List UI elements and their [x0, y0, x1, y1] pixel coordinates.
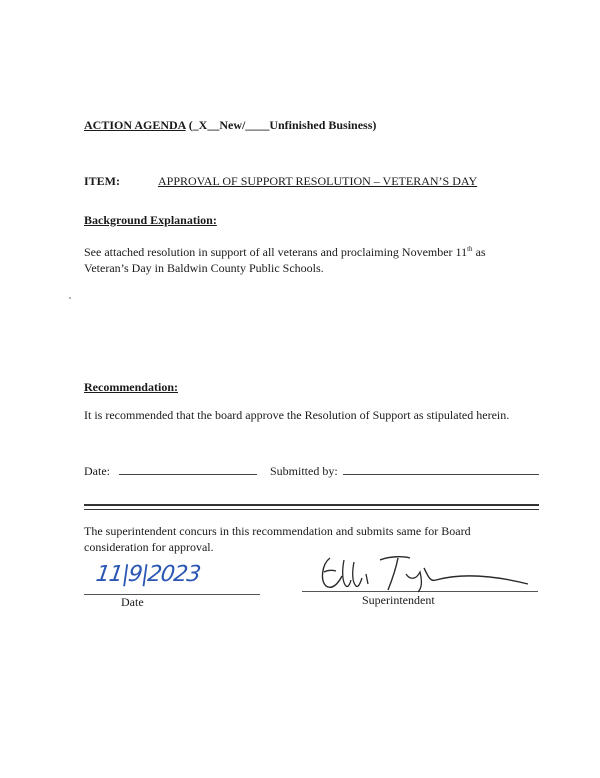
date-caption: Date [121, 595, 144, 609]
action-agenda-status: (_X__New/____Unfinished Business) [188, 118, 377, 132]
action-agenda-label: ACTION AGENDA [84, 118, 186, 132]
separator-rule-top [84, 504, 539, 506]
separator-rule-bottom [84, 509, 539, 510]
submission-line [84, 463, 539, 479]
date-signature-line [84, 594, 260, 595]
superintendent-signature [318, 550, 538, 595]
date-blank [119, 463, 257, 475]
date-label: Date: [84, 464, 110, 478]
background-text-sup: th [467, 245, 473, 253]
background-text-end: as Veteran’s Day in Baldwin County Public Schools. [84, 245, 486, 275]
concurrence-text: The superintendent concurs in this recommendation and submits same for Board consideration for approval. [84, 524, 471, 554]
recommendation-heading: Recommendation: [84, 380, 178, 394]
superintendent-caption: Superintendent [362, 593, 435, 607]
background-text [84, 241, 504, 276]
item-label: ITEM: [84, 174, 120, 188]
submitted-by-label: Submitted by: [270, 464, 338, 478]
scan-speck [69, 297, 71, 299]
background-heading: Background Explanation: [84, 213, 217, 227]
background-text-main: See attached resolution in support of all veterans and proclaiming November 11 [84, 245, 468, 259]
action-agenda-line [84, 118, 376, 133]
recommendation-text: It is recommended that the board approve the Resolution of Support as stipulated herein. [84, 408, 510, 422]
submitted-by-blank [343, 463, 539, 475]
item-title: APPROVAL OF SUPPORT RESOLUTION – VETERAN’S DAY [158, 174, 478, 188]
handwritten-date: 11|9|2023 [94, 562, 202, 587]
